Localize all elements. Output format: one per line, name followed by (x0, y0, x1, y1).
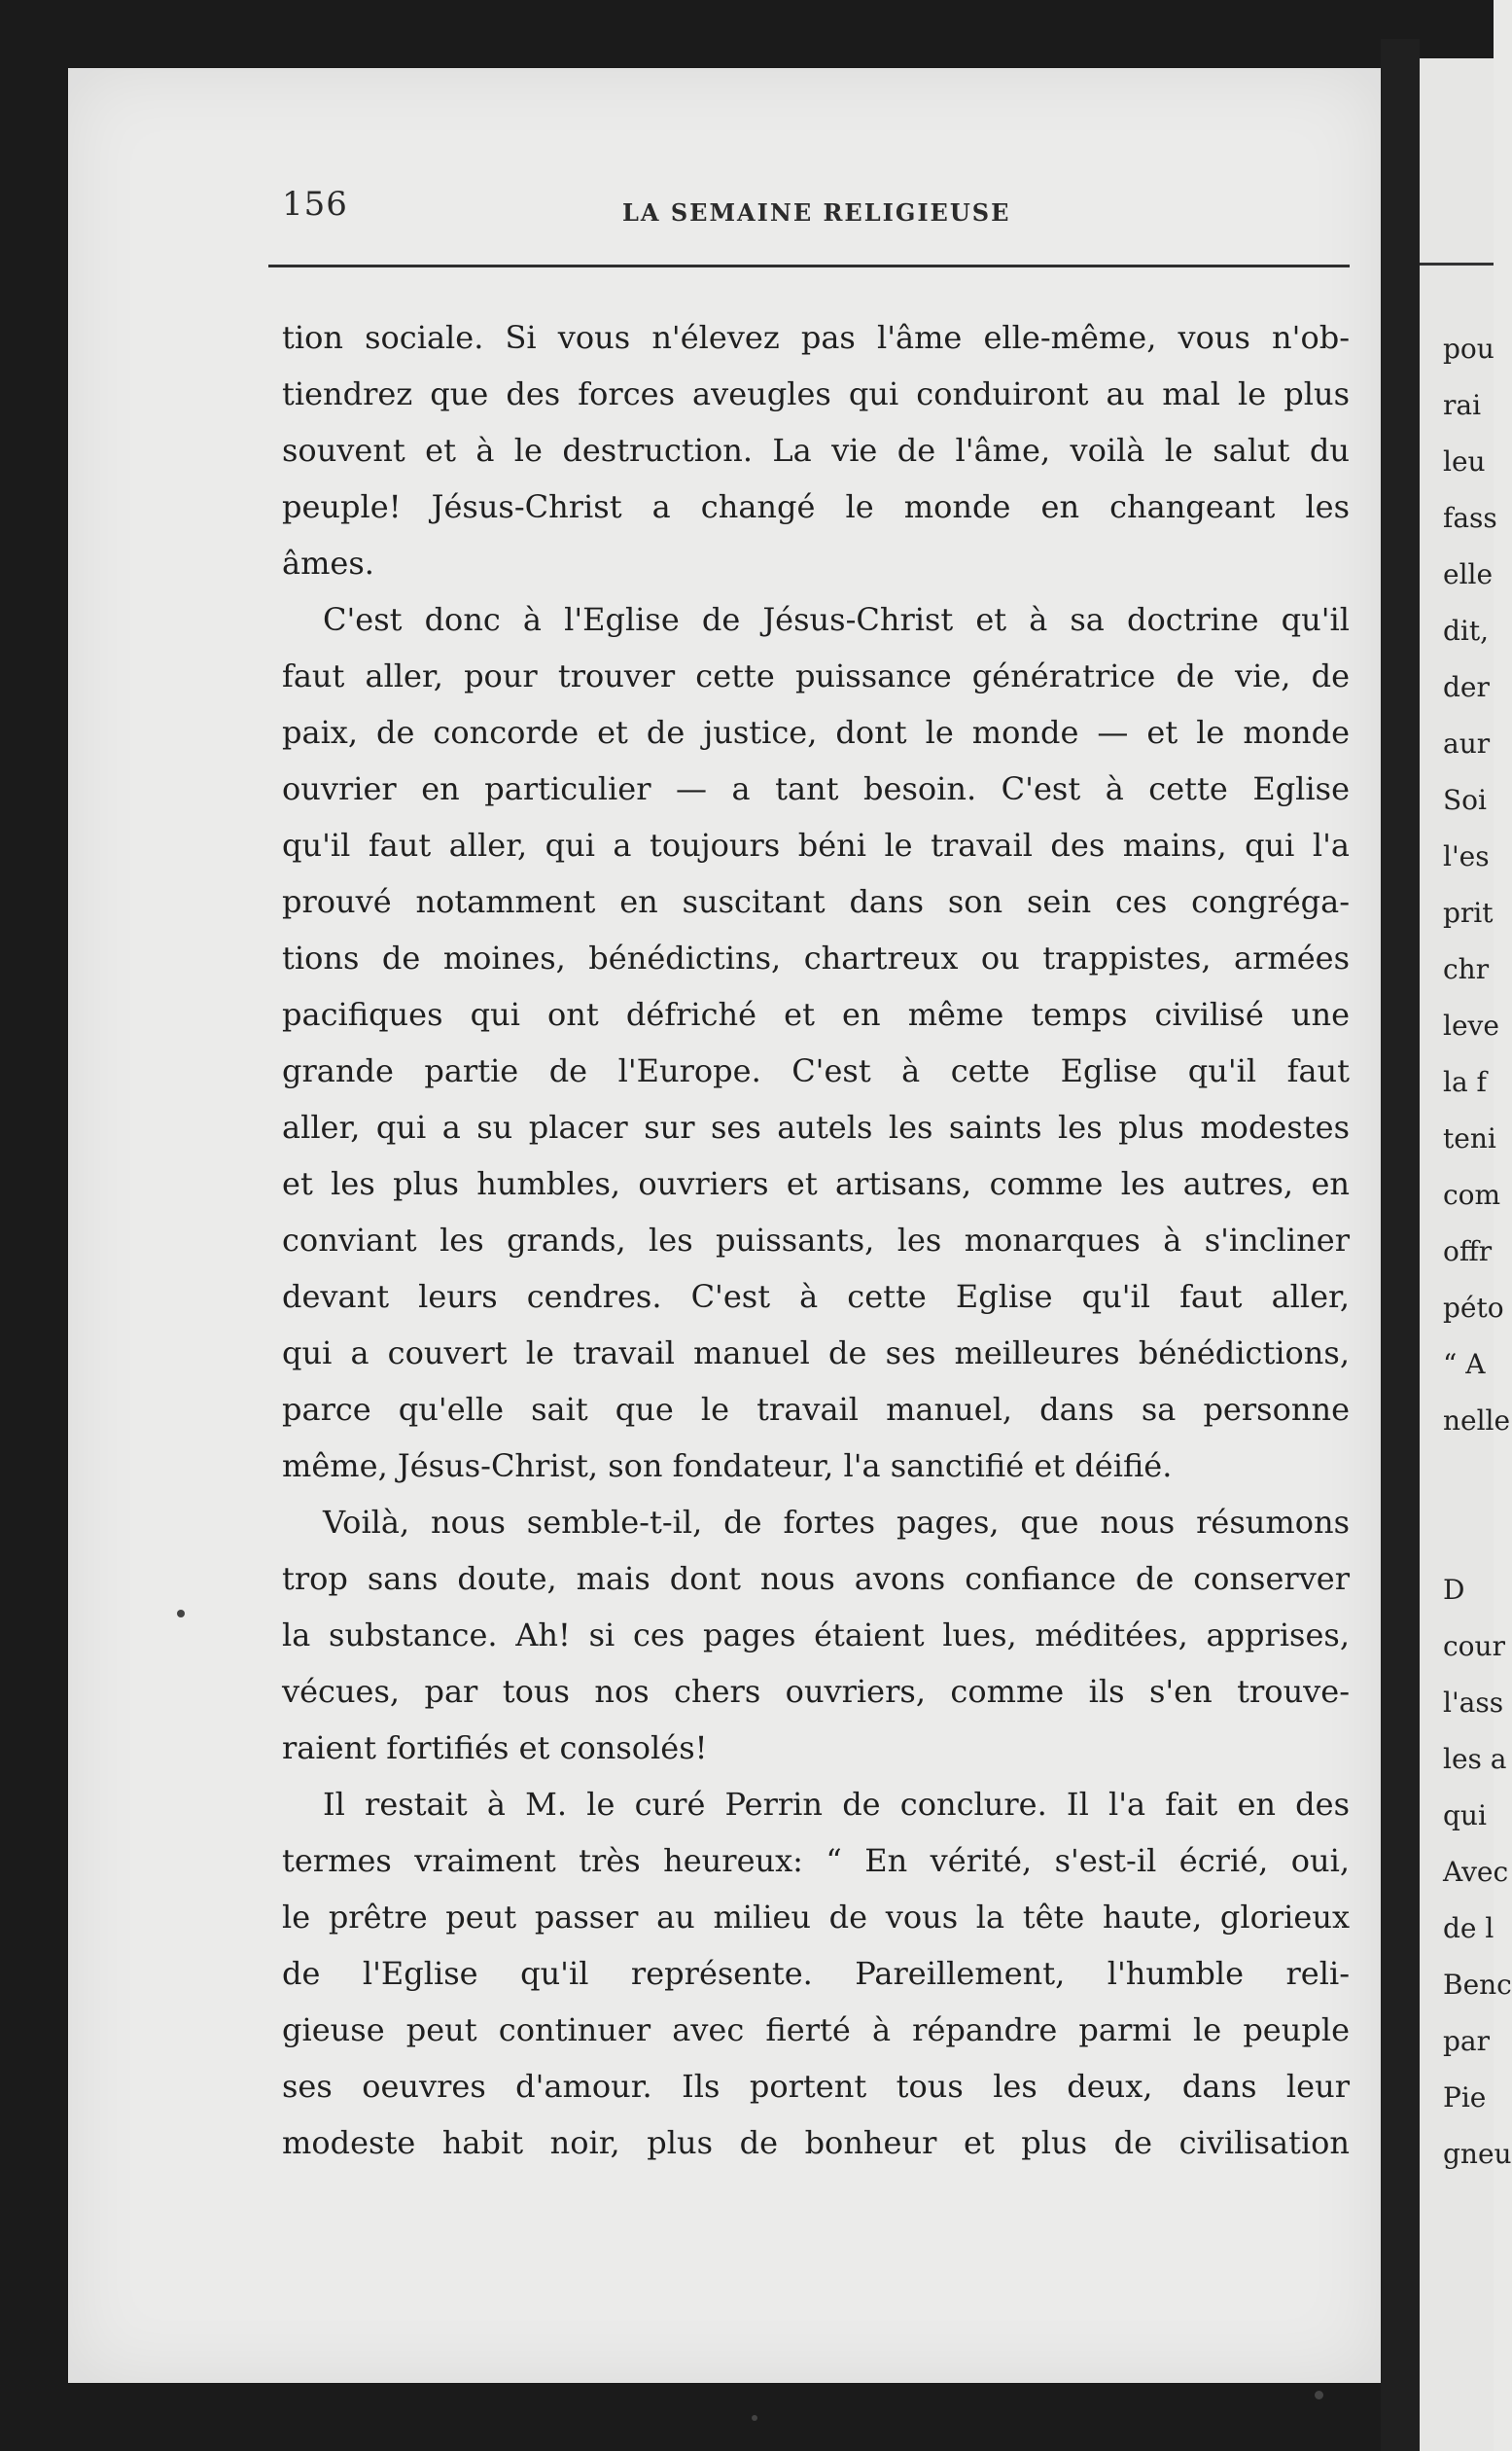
text-line: souvent et à le destruction. La vie de l'âme, voilà le salut du (282, 432, 1350, 469)
text-line: ses oeuvres d'amour. Ils portent tous les deux, dans leur (282, 2068, 1350, 2105)
adjacent-text-fragment: chr (1443, 953, 1490, 985)
adjacent-text-fragment: cour (1443, 1630, 1505, 1662)
adjacent-text-fragment: les a (1443, 1743, 1507, 1775)
adjacent-text-fragment: com (1443, 1179, 1501, 1211)
adjacent-text-fragment: par (1443, 2025, 1491, 2057)
adjacent-text-fragment: l'es (1443, 840, 1490, 872)
text-line: gieuse peut continuer avec fierté à répandre parmi le peuple (282, 2011, 1350, 2048)
text-line: vécues, par tous nos chers ouvriers, comme ils s'en trouve- (282, 1673, 1350, 1710)
adjacent-text-fragment: der (1443, 671, 1490, 703)
scan-speck (177, 1610, 185, 1617)
adjacent-text-fragment: aur (1443, 728, 1491, 760)
adjacent-text-fragment: prit (1443, 897, 1494, 929)
text-line: paix, de concorde et de justice, dont le monde — et le monde (282, 714, 1350, 751)
running-title: LA SEMAINE RELIGIEUSE (622, 198, 1011, 227)
page-gutter (1381, 39, 1420, 2451)
text-line: parce qu'elle sait que le travail manuel, dans sa personne (282, 1391, 1350, 1428)
text-line: peuple! Jésus-Christ a changé le monde en changeant les (282, 488, 1350, 525)
adjacent-page-edge (1420, 58, 1512, 2451)
adjacent-text-fragment: pou (1443, 333, 1494, 365)
adjacent-text-fragment: teni (1443, 1122, 1496, 1154)
text-line: faut aller, pour trouver cette puissance génératrice de vie, de (282, 657, 1350, 694)
text-line: aller, qui a su placer sur ses autels les saints les plus modestes (282, 1109, 1350, 1146)
adjacent-text-fragment: leve (1443, 1010, 1499, 1042)
adjacent-text-fragment (1443, 1506, 1512, 1562)
adjacent-text-fragment: Avec (1443, 1856, 1509, 1888)
adjacent-text-fragment: nelle (1443, 1404, 1511, 1437)
adjacent-text-fragment: gneu (1443, 2138, 1512, 2170)
text-line: conviant les grands, les puissants, les monarques à s'incliner (282, 1222, 1350, 1259)
adjacent-text-fragment: leu (1443, 445, 1486, 478)
adjacent-text-fragment: Benc (1443, 1969, 1512, 2001)
text-line: même, Jésus-Christ, son fondateur, l'a sanctifié et déifié. (282, 1447, 1173, 1484)
text-line: de l'Eglise qu'il représente. Pareillement, l'humble reli- (282, 1955, 1350, 1992)
text-line: âmes. (282, 545, 374, 582)
text-line: Il restait à M. le curé Perrin de conclure. Il l'a fait en des (323, 1786, 1350, 1823)
text-line: Voilà, nous semble-t-il, de fortes pages, que nous résumons (323, 1504, 1350, 1541)
scan-speck (1315, 2391, 1323, 2399)
adjacent-text-fragment: “ A (1443, 1348, 1486, 1380)
text-line: pacifiques qui ont défriché et en même temps civilisé une (282, 996, 1350, 1033)
adjacent-text-fragment: D (1443, 1574, 1465, 1606)
text-line: prouvé notamment en suscitant dans son sein ces congréga- (282, 883, 1350, 920)
text-line: trop sans doute, mais dont nous avons confiance de conserver (282, 1560, 1350, 1597)
text-line: la substance. Ah! si ces pages étaient lues, méditées, apprises, (282, 1616, 1350, 1653)
header-rule (268, 265, 1350, 267)
text-line: ouvrier en particulier — a tant besoin. C'est à cette Eglise (282, 770, 1350, 807)
text-line: raient fortifiés et consolés! (282, 1729, 708, 1766)
text-line: et les plus humbles, ouvriers et artisans, comme les autres, en (282, 1165, 1350, 1202)
adjacent-text-fragment (1443, 1449, 1512, 1506)
text-line: tiendrez que des forces aveugles qui conduiront au mal le plus (282, 375, 1350, 412)
adjacent-text-fragment: la f (1443, 1066, 1487, 1098)
adjacent-text-fragment: dit, (1443, 615, 1490, 647)
adjacent-text-fragment: rai (1443, 389, 1482, 421)
text-line: tion sociale. Si vous n'élevez pas l'âme elle-même, vous n'ob- (282, 319, 1350, 356)
adjacent-text-fragment: qui (1443, 1799, 1487, 1831)
page-number: 156 (282, 185, 348, 224)
text-line: tions de moines, bénédictins, chartreux ou trappistes, armées (282, 940, 1350, 977)
adjacent-text-fragment: fass (1443, 502, 1497, 534)
text-line: qu'il faut aller, qui a toujours béni le travail des mains, qui l'a (282, 827, 1350, 864)
text-line: devant leurs cendres. C'est à cette Eglise qu'il faut aller, (282, 1278, 1350, 1315)
adjacent-text-fragment: de l (1443, 1912, 1494, 1944)
text-line: modeste habit noir, plus de bonheur et plus de civilisation (282, 2124, 1350, 2161)
text-line: qui a couvert le travail manuel de ses meilleures bénédictions, (282, 1334, 1350, 1371)
adjacent-text-fragment: Pie (1443, 2081, 1487, 2114)
adjacent-text-fragment: Soi (1443, 784, 1487, 816)
adjacent-text-fragment: péto (1443, 1292, 1504, 1324)
adjacent-text-fragment: l'ass (1443, 1687, 1504, 1719)
body-text (282, 309, 1350, 2171)
adjacent-text-fragment: elle (1443, 558, 1494, 590)
text-line: grande partie de l'Europe. C'est à cette Eglise qu'il faut (282, 1052, 1350, 1089)
text-line: le prêtre peut passer au milieu de vous la tête haute, glorieux (282, 1899, 1350, 1936)
adjacent-page-text (1443, 321, 1512, 2183)
adjacent-text-fragment: offr (1443, 1235, 1493, 1267)
text-line: termes vraiment très heureux: “ En vérité, s'est-il écrié, oui, (282, 1842, 1350, 1879)
adjacent-header-rule (1420, 263, 1494, 266)
scan-speck (752, 2415, 757, 2421)
text-line: C'est donc à l'Eglise de Jésus-Christ et à sa doctrine qu'il (323, 601, 1350, 638)
